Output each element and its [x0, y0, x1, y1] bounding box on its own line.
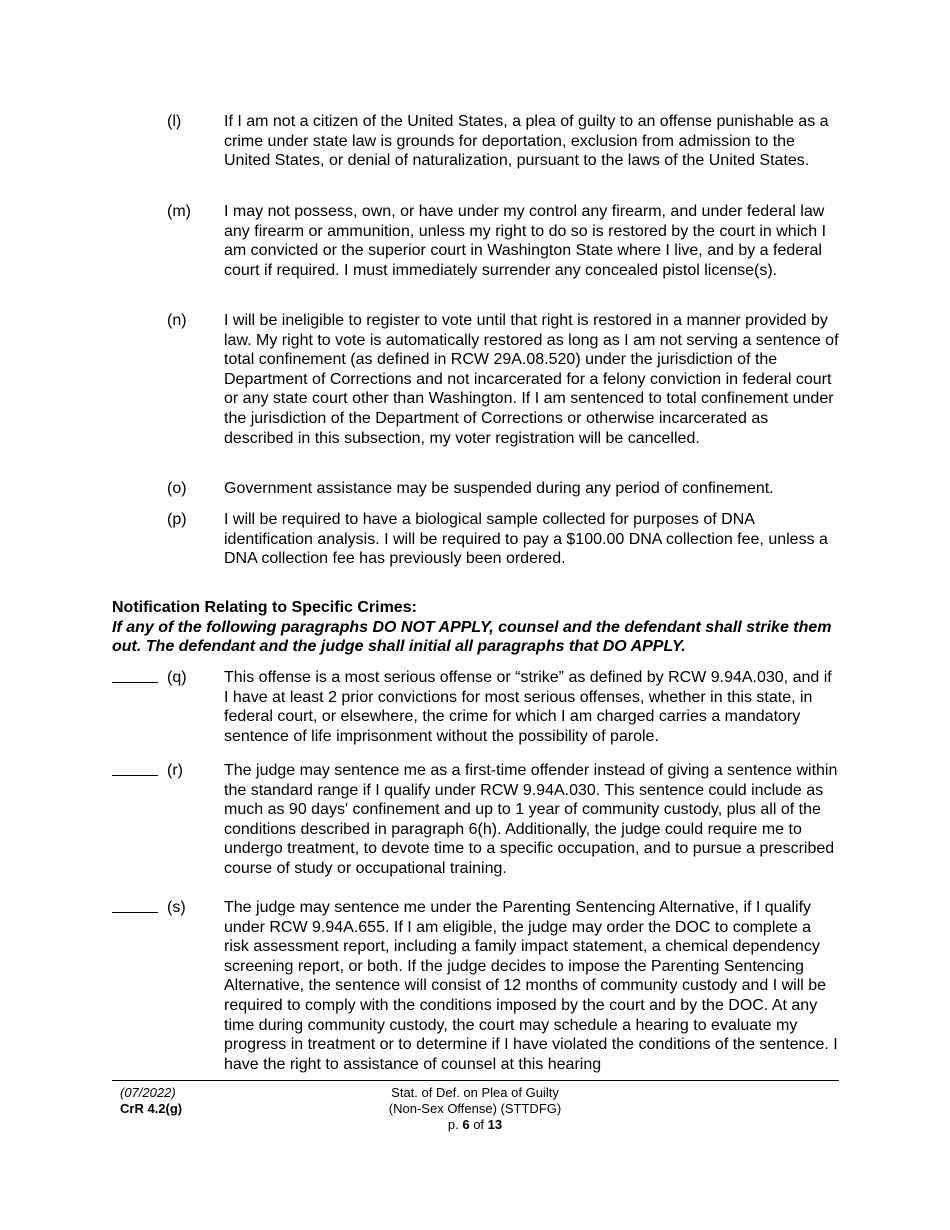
- page-number: [330, 1117, 620, 1133]
- paragraph-text: I may not possess, own, or have under my control any firearm, and under federal law any firearm or ammunition, unless my right to do so is restored by the court in which I am convicted or the superior court in Washington State where I live, and by a federal court if required. I must immediately surrender any concealed pistol license(s).: [224, 203, 827, 279]
- paragraph-label: (r): [167, 762, 183, 779]
- section-title: Notification Relating to Specific Crimes:: [112, 599, 417, 616]
- paragraph-label: (s): [167, 899, 186, 916]
- paragraph-r: [112, 761, 840, 879]
- paragraph-text: Government assistance may be suspended during any period of confinement.: [224, 480, 774, 497]
- paragraph-o: [112, 479, 840, 499]
- paragraph-text: The judge may sentence me under the Parenting Sentencing Alternative, if I qualify under RCW 9.94A.655. If I am eligible, the judge may order the DOC to complete a risk assessment report, including a family impact statement, a chemical dependency screening report, or both. If the judge decides to impose the Parenting Sentencing Alternative, the sentence will consist of 12 months of community custody and I will be required to comply with the conditions imposed by the court and by the DOC. At any time during community custody, the court may schedule a hearing to evaluate my progress in treatment or to determine if I have violated the conditions of the sentence. I have the right to assistance of counsel at this hearing: [224, 899, 838, 1073]
- paragraph-text: The judge may sentence me as a first-time offender instead of giving a sentence within the standard range if I qualify under RCW 9.94A.030. This sentence could include as much as 90 days' confinement and up to 1 year of community custody, plus all of the conditions described in paragraph 6(h). Additionally, the judge could require me to undergo treatment, to devote time to a specific occupation, and to pursue a prescribed course of study or occupational training.: [224, 762, 838, 877]
- initial-blank[interactable]: [112, 898, 160, 919]
- form-date: (07/2022): [120, 1085, 176, 1100]
- paragraph-label: (o): [167, 480, 187, 497]
- paragraph-text: This offense is a most serious offense or “strike” as defined by RCW 9.94A.030, and if I have at least 2 prior convictions for most serious offenses, whether in this state, in federal court, or elsewhere, the crime for which I am charged carries a mandatory sentence of life imprisonment without the possibility of parole.: [224, 669, 832, 745]
- paragraph-m: [112, 202, 840, 280]
- paragraph-l: [112, 112, 840, 171]
- paragraph-text: I will be ineligible to register to vote until that right is restored in a manner provided by law. My right to vote is automatically restored as long as I am not serving a sentence of total confinement (as defined in RCW 29A.08.520) under the jurisdiction of the Department of Corrections and not incarcerated for a felony conviction in federal court or any state court other than Washington. If I am sentenced to total confinement under the jurisdiction of the Department of Corrections or otherwise incarcerated as described in this subsection, my voter registration will be cancelled.: [224, 312, 839, 447]
- paragraph-label: (p): [167, 511, 187, 528]
- form-title-line2: (Non-Sex Offense) (STTDFG): [388, 1101, 562, 1116]
- form-title-line1: Stat. of Def. on Plea of Guilty: [391, 1085, 559, 1100]
- paragraph-label: (q): [167, 669, 187, 686]
- paragraph-s: [112, 898, 840, 1074]
- section-instruction: If any of the following paragraphs DO NOT APPLY, counsel and the defendant shall strike them out. The defendant and the judge shall initial all paragraphs that DO APPLY.: [112, 618, 832, 656]
- paragraph-label: (m): [167, 203, 191, 220]
- court-rule: CrR 4.2(g): [120, 1101, 183, 1116]
- footer-center: [330, 1085, 620, 1133]
- paragraph-label: (n): [167, 312, 187, 329]
- paragraph-p: [112, 510, 840, 569]
- paragraph-text: I will be required to have a biological sample collected for purposes of DNA identification analysis. I will be required to pay a $100.00 DNA collection fee, unless a DNA collection fee has previously been ordered.: [224, 511, 828, 568]
- paragraph-label: (l): [167, 113, 182, 130]
- initial-blank[interactable]: [112, 668, 160, 689]
- footer-divider: [112, 1080, 839, 1081]
- page-total: 13: [487, 1117, 503, 1132]
- page-of: of: [473, 1117, 485, 1132]
- paragraph-q: [112, 668, 840, 746]
- page-prefix: p.: [447, 1117, 459, 1132]
- paragraph-text: If I am not a citizen of the United States, a plea of guilty to an offense punishable as a crime under state law is grounds for deportation, exclusion from admission to the United States, or denial of naturalization, pursuant to the laws of the United States.: [224, 113, 829, 170]
- footer-left: [120, 1085, 182, 1117]
- section-heading: [112, 598, 852, 657]
- initial-blank[interactable]: [112, 761, 160, 782]
- page-current: 6: [462, 1117, 470, 1132]
- paragraph-n: [112, 311, 840, 448]
